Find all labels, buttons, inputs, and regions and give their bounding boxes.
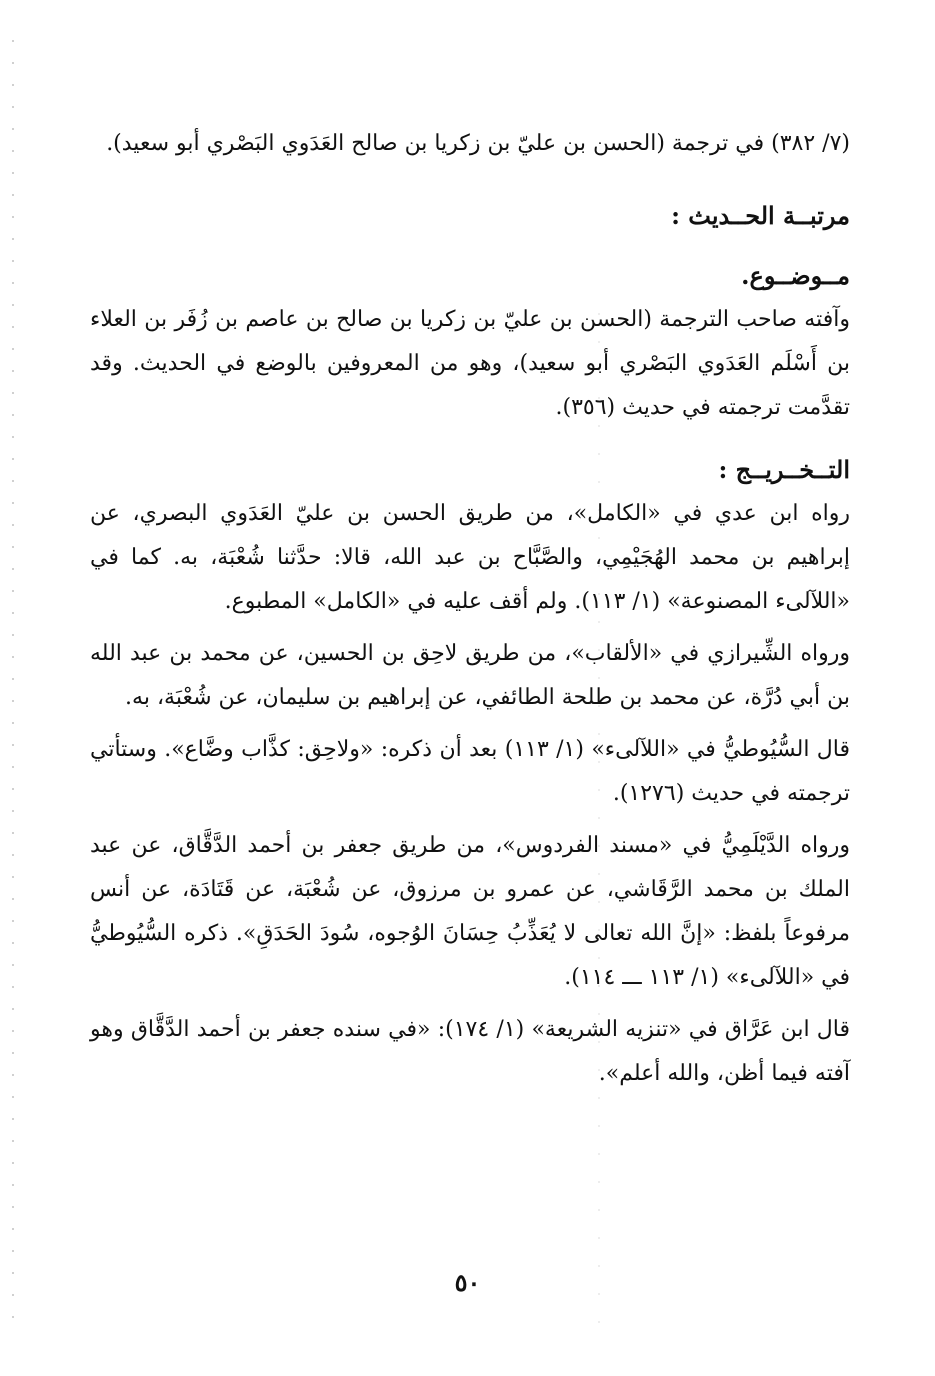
paragraph-takhrij-1: رواه ابن عدي في «الكامل»، من طريق الحسن بن عليّ العَدَوي البصري، عن إبراهيم بن محمد الهُجَيْمِي، والصَّبَّاح بن عبد الله، قالا: حدَّثنا شُعْبَة، به. كما في «اللآلىء المصنوعة» (١/ ١١٣). ولم أقف عليه في «الكامل» المطبوع. — [90, 501, 850, 614]
scan-artifact — [12, 30, 14, 1330]
paragraph-grade-explanation: وآفته صاحب الترجمة (الحسن بن عليّ بن زكريا بن صالح بن عاصم بن زُفَر بن العلاء بن أَسْلَم العَدَوي البَصْري أبو سعيد)، وهو من المعروفين بالوضع في الحديث. وقد تقدَّمت ترجمته في حديث (٣٥٦). — [90, 307, 850, 420]
paragraph-takhrij-4: ورواه الدَّيْلَمِيُّ في «مسند الفردوس»، من طريق جعفر بن أحمد الدَّقَّاق، عن عبد الملك بن محمد الرَّقَاشي، عن عمرو بن مرزوق، عن شُعْبَة، عن قَتَادَة، عن أنس مرفوعاً بلفظ: «إنَّ الله تعالى لا يُعَذِّبُ حِسَانَ الوُجوه، سُودَ الحَدَقِ». ذكره السُّيُوطيُّ في «اللآلىء» (١/ ١١٣ ـــ ١١٤). — [90, 833, 850, 990]
reference-line: (٧/ ٣٨٢) في ترجمة (الحسن بن عليّ بن زكريا بن صالح العَدَوي البَصْري أبو سعيد). — [106, 131, 850, 156]
paragraph-takhrij-3: قال السُّيُوطيُّ في «اللآلىء» (١/ ١١٣) بعد أن ذكره: «ولاحِق: كذَّاب وضَّاع». وستأتي ترجمته في حديث (١٢٧٦). — [90, 737, 851, 806]
page-number: ٥٠ — [454, 1268, 481, 1297]
paragraph-takhrij-5: قال ابن عَرَّاق في «تنزيه الشريعة» (١/ ١٧٤): «في سنده جعفر بن أحمد الدَّقَّاق وهو آفته فيما أظن، والله أعلم». — [90, 1017, 850, 1086]
section-heading-hadith-rank: مرتبــة الحــديث : — [671, 201, 850, 230]
page-content — [90, 122, 850, 1096]
hadith-grade: مــوضــوع. — [741, 261, 850, 290]
paragraph-takhrij-2: ورواه الشِّيرازي في «الألقاب»، من طريق لاحِق بن الحسين، عن محمد بن عبد الله بن أبي دُرَّة، عن محمد بن طلحة الطائفي، عن إبراهيم بن سليمان، عن شُعْبَة، به. — [90, 641, 850, 710]
section-heading-takhrij: التــخــريــج : — [718, 455, 850, 484]
